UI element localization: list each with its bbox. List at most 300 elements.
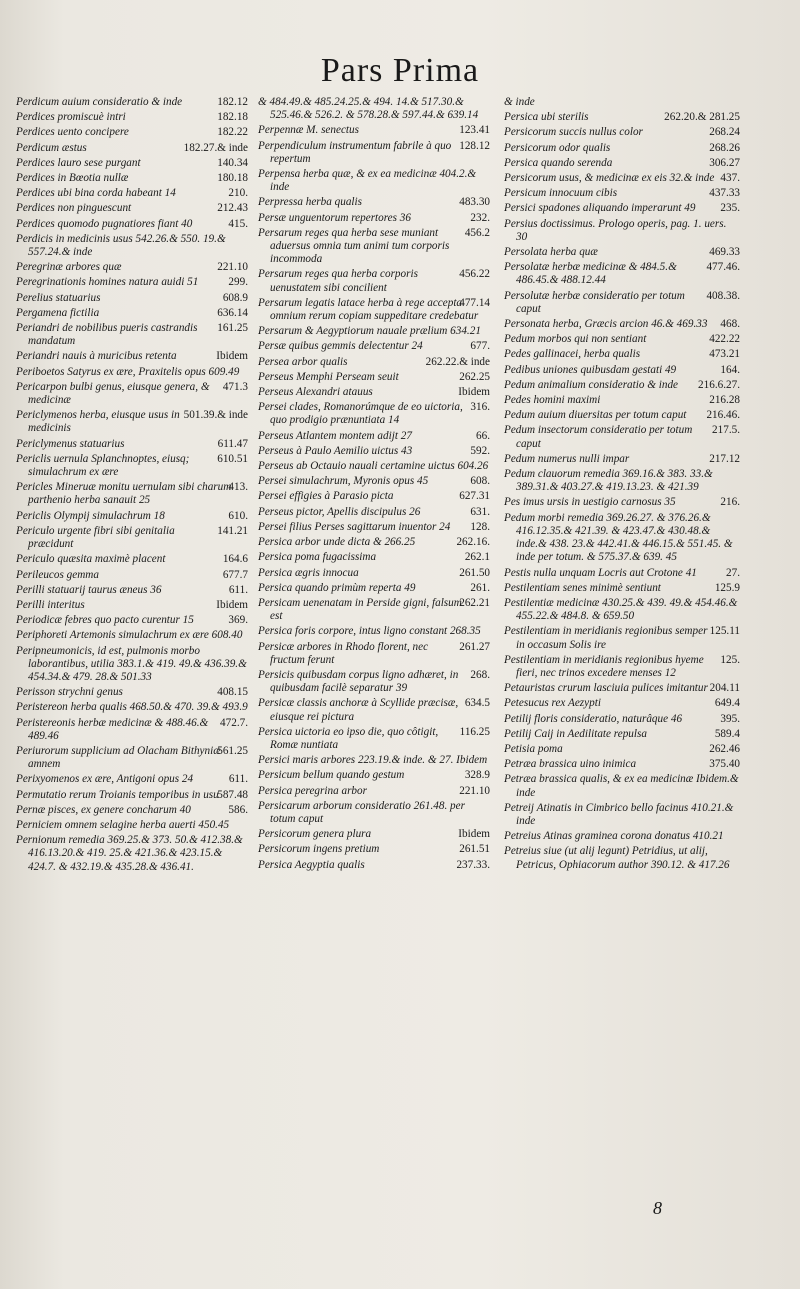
index-entry-reference: 216.: [720, 496, 740, 509]
index-entry: [16, 261, 248, 274]
index-entry-term: Petreius Atinas graminea corona donatus 410.21: [504, 830, 724, 843]
index-entry: [16, 233, 248, 259]
index-entry-reference: 237.33.: [456, 858, 490, 871]
index-entry: [16, 614, 248, 627]
index-entry-term: Perilli interitus: [16, 598, 85, 611]
index-entry-term: Persæ quibus gemmis delectentur 24: [258, 340, 423, 353]
index-entry-reference: 589.4: [714, 727, 740, 740]
index-entry-term: Peregrinationis homines natura auidi 51: [16, 276, 199, 289]
index-entry-term: Persica ægris innocua: [258, 566, 359, 579]
index-entry-term: Peregrinæ arbores quæ: [16, 261, 122, 274]
index-entry-term: Perseus Alexandri atauus: [258, 386, 373, 399]
index-entry-reference: 477.46.: [706, 261, 740, 274]
index-entry-term: Peristereon herba qualis 468.50.& 470. 39.& 493.9: [16, 701, 248, 714]
index-entry-reference: 306.27: [709, 156, 740, 169]
index-entry-term: Pes imus ursis in uestigio carnosus 35: [504, 496, 676, 509]
index-entry-reference: 316.: [470, 401, 490, 414]
index-entry-term: Persicum innocuum cibis: [504, 187, 618, 200]
index-entry: [16, 789, 248, 802]
index-entry-term: Periculo urgente fibri sibi genitalia præcidunt: [16, 524, 175, 551]
index-entry: [258, 785, 490, 798]
index-entry-term: Pestilentiæ medicinæ 430.25.& 439. 49.& 454.46.& 455.22.& 484.8. & 659.50: [504, 596, 738, 623]
index-entry: [504, 394, 740, 407]
index-entry-term: Petræa brassica uino inimica: [504, 758, 637, 771]
index-entry-reference: 27.: [726, 566, 740, 579]
index-entry-reference: 268.: [470, 668, 490, 681]
index-entry-reference: 456.22: [459, 268, 490, 281]
index-entry: [504, 290, 740, 316]
index-entry: [258, 325, 490, 338]
index-entry-reference: 610.: [228, 509, 248, 522]
index-entry: [504, 802, 740, 828]
index-entry: [504, 318, 740, 331]
index-entry: [258, 96, 490, 122]
index-entry-term: Persica foris corpore, intus ligno constant 268.35: [258, 625, 481, 638]
index-entry-reference: 413.: [228, 481, 248, 494]
index-entry-term: Perseus ab Octauio nauali certamine uictus 604.26: [258, 460, 489, 473]
index-entry-term: Persici maris arbores 223.19.& inde. & 27. Ibidem: [258, 754, 488, 767]
index-entry: [504, 157, 740, 170]
index-entry: [16, 453, 248, 479]
index-entry-term: Perdices quomodo pugnatiores fiant 40: [16, 217, 193, 230]
index-entry-term: Perdicis in medicinis usus 542.26.& 550. 19.& 557.24.& inde: [16, 232, 226, 259]
index-entry-reference: 437.: [720, 172, 740, 185]
index-entry: [258, 490, 490, 503]
index-entry: [258, 726, 490, 752]
index-entry: [504, 682, 740, 695]
index-entry-reference: 261.: [470, 581, 490, 594]
index-entry-reference: 261.27: [459, 640, 490, 653]
index-entry-term: Petesucus rex Aezypti: [504, 697, 601, 710]
index-entry-term: Perdicum æstus: [16, 141, 87, 154]
index-entry-reference: 608.: [470, 475, 490, 488]
index-entry-term: Persei effigies à Parasio picta: [258, 490, 394, 503]
index-entry-reference: 217.5.: [712, 424, 740, 437]
index-entry-reference: 125.: [720, 653, 740, 666]
index-entry-reference: 415.: [228, 217, 248, 230]
index-entry: [504, 567, 740, 580]
index-entry-term: Periclymenos herba, eiusque usus in medicinis: [16, 409, 180, 435]
index-entry-reference: 328.9: [464, 769, 490, 782]
index-entry-term: Perseus Memphi Perseam seuit: [258, 370, 399, 383]
index-column-middle: [258, 96, 490, 874]
index-entry: [16, 745, 248, 771]
index-entry: [504, 202, 740, 215]
index-entry: [504, 496, 740, 509]
index-entry-term: Petisia poma: [504, 742, 563, 755]
index-entry-reference: 216.28: [709, 394, 740, 407]
index-entry-term: Pericarpon bulbi genus, eiusque genera, & medicinæ: [16, 380, 210, 407]
index-entry: [16, 599, 248, 612]
index-entry-term: Persicorum genera plura: [258, 828, 372, 841]
index-entry: [258, 140, 490, 166]
index-entry: [16, 381, 248, 407]
index-entry-term: Pedum morbi remedia 369.26.27. & 376.26.& 416.12.35.& 421.39. & 423.47.& 430.48.& inde.& 438. 23.& 442.41.& 446.15.& 551.45. & inde per totum. & 575.37.& 639. 45: [504, 511, 733, 564]
index-entry: [504, 246, 740, 259]
index-entry-reference: 437.33: [709, 187, 740, 200]
index-entry: [16, 645, 248, 685]
index-entry: [16, 686, 248, 699]
index-entry-reference: 634.5: [464, 697, 490, 710]
index-entry: [16, 834, 248, 874]
index-entry: [504, 409, 740, 422]
index-entry-term: Pedes homini maximi: [504, 394, 601, 407]
index-entry-reference: 483.30: [459, 196, 490, 209]
index-entry-term: Perpendiculum instrumentum fabrile à quo repertum: [258, 139, 452, 165]
index-entry: [16, 409, 248, 435]
index-entry: [16, 481, 248, 507]
index-entry-term: Persarum legatis latace herba à rege accepta omnium rerum copiam suppeditare credebatur: [258, 296, 479, 323]
index-entry: [16, 717, 248, 743]
index-entry: [16, 157, 248, 170]
index-entry: [504, 172, 740, 185]
page-number: 8: [653, 1198, 662, 1218]
index-entry: [504, 597, 740, 623]
index-entry: [258, 340, 490, 353]
index-entry-reference: 627.31: [459, 490, 490, 503]
index-entry: [258, 582, 490, 595]
index-entry: [16, 307, 248, 320]
index-entry-term: Persarum & Aegyptiorum nauale prælium 634.21: [258, 325, 481, 338]
index-entry: [16, 322, 248, 348]
index-entry: [258, 430, 490, 443]
index-entry-reference: 262.16.: [456, 536, 490, 549]
index-entry-reference: 210.: [228, 187, 248, 200]
index-entry-reference: 408.15: [217, 686, 248, 699]
index-entry-term: Persica uictoria eo ipso die, quo côtigit, Romæ nuntiata: [258, 725, 439, 751]
index-entry: [258, 124, 490, 137]
index-entry-term: Petauristas crurum lasciuia pulices imitantur: [504, 682, 708, 695]
index-entry-term: Persei clades, Romanorúmque de eo uictoria, quo prodigio prænuntiata 14: [258, 401, 463, 427]
index-entry: [504, 218, 740, 244]
index-entry-reference: 66.: [476, 429, 490, 442]
page-header: [0, 52, 800, 90]
index-entry-reference: 468.: [720, 318, 740, 331]
index-entry: [504, 582, 740, 595]
index-entry: [258, 843, 490, 856]
index-entry: [16, 629, 248, 642]
index-entry-term: Persarum reges qua herba sese muniant aduersus omnia tum animi tum corporis incommoda: [258, 226, 450, 266]
index-entry: [258, 475, 490, 488]
index-entry: [504, 379, 740, 392]
index-entry: [504, 758, 740, 771]
index-entry: [258, 859, 490, 872]
index-entry: [504, 625, 740, 651]
index-entry-term: Perdices ubi bina corda habeant 14: [16, 187, 176, 200]
index-entry-reference: 469.33: [709, 246, 740, 259]
index-entry: [258, 445, 490, 458]
index-entry-term: Pestilentiam senes minimè sentiunt: [504, 581, 661, 594]
index-column-right: [504, 96, 740, 874]
index-entry: [258, 828, 490, 841]
index-entry-term: Pergamena fictilia: [16, 306, 100, 319]
index-entry-reference: 471.3: [222, 380, 248, 393]
index-entry-reference: 592.: [470, 444, 490, 457]
index-entry-term: Pernionum remedia 369.25.& 373. 50.& 412.38.& 416.13.20.& 419. 25.& 421.36.& 423.15.& 424.7. & 432.19.& 435.28.& 436.41.: [16, 834, 243, 873]
index-entry-reference: 262.46: [709, 742, 740, 755]
index-entry-reference: 422.22: [709, 333, 740, 346]
index-entry-reference: 128.12: [459, 139, 490, 152]
index-entry-term: Persicis quibusdam corpus ligno adhæret, in quibusdam facilè separatur 39: [258, 668, 459, 695]
index-entry-reference: 299.: [228, 276, 248, 289]
index-entry-term: Persicam uenenatam in Perside gigni, falsum est: [258, 596, 462, 623]
index-entry: [16, 819, 248, 832]
index-entry-term: Persicorum succis nullus color: [504, 126, 643, 139]
index-entry-reference: 369.: [228, 614, 248, 627]
index-entry: [258, 800, 490, 826]
index-entry: [16, 350, 248, 363]
index-entry-reference: 611.: [228, 583, 248, 596]
index-entry-term: Periandri de nobilibus pueris castrandis mandatum: [16, 322, 198, 348]
index-entry-term: Persica quando serenda: [504, 156, 613, 169]
index-entry-term: Perdices uento concipere: [16, 126, 129, 139]
index-entry-reference: 649.4: [714, 697, 740, 710]
index-entry-term: Persicarum arborum consideratio 261.48. per totum caput: [258, 799, 465, 825]
index-entry-term: Peristereonis herbæ medicinæ & 488.46.& 489.46: [16, 716, 209, 742]
index-entry-reference: 677.: [470, 340, 490, 353]
index-entry: [504, 743, 740, 756]
index-entry-term: Periodicæ febres quo pacto curentur 15: [16, 614, 194, 627]
index-entry-reference: 636.14: [217, 306, 248, 319]
index-entry-reference: 611.47: [217, 437, 248, 450]
index-entry: [16, 584, 248, 597]
index-entry-reference: 221.10: [217, 261, 248, 274]
index-entry-reference: 262.20.& 281.25: [664, 111, 740, 124]
index-entry: [258, 536, 490, 549]
index-entry-term: Persica arbor unde dicta & 266.25: [258, 536, 416, 549]
index-entry-term: Personata herba, Græcis arcion 46.& 469.33: [504, 318, 708, 331]
index-entry-reference: 268.26: [709, 141, 740, 154]
index-entry: [258, 297, 490, 323]
index-entry: [16, 525, 248, 551]
index-entry-term: Perdicum auium consideratio & inde: [16, 96, 183, 108]
index-entry-term: Persolata herba quæ: [504, 246, 598, 259]
index-entry: [16, 510, 248, 523]
index-entry: [16, 111, 248, 124]
index-entry-term: Pedum animalium consideratio & inde: [504, 378, 679, 391]
index-entry: [16, 96, 248, 109]
index-entry: [16, 187, 248, 200]
index-entry-term: Permutatio rerum Troianis temporibus in usu: [16, 788, 219, 801]
index-entry-reference: Ibidem: [216, 350, 248, 363]
index-entry-reference: 262.25: [459, 370, 490, 383]
index-entry-term: Persea arbor qualis: [258, 355, 348, 368]
index-entry-term: Petreij Atinatis in Cimbrico bello facinus 410.21.& inde: [504, 801, 734, 827]
index-entry-reference: 408.38.: [706, 289, 740, 302]
index-entry-reference: 182.27.& inde: [183, 141, 248, 154]
index-entry-term: Pestilentiam in meridianis regionibus semper in occasum Solis ire: [504, 625, 708, 651]
index-entry: [504, 187, 740, 200]
index-entry: [504, 364, 740, 377]
index-entry-reference: Ibidem: [458, 828, 490, 841]
index-entry-term: Perniciem omnem selagine herba auerti 450.45: [16, 818, 230, 831]
index-entry: [258, 551, 490, 564]
index-entry: [258, 567, 490, 580]
index-entry-term: Periboetos Satyrus ex ære, Praxitelis opus 609.49: [16, 365, 240, 378]
index-entry: [504, 261, 740, 287]
index-entry-reference: 125.11: [709, 625, 740, 638]
index-entry: [258, 356, 490, 369]
index-entry-term: Perisson strychni genus: [16, 686, 123, 699]
index-entry: [16, 438, 248, 451]
index-entry: [258, 597, 490, 623]
index-entry: [258, 754, 490, 767]
index-entry-term: Perseus Atlantem montem adijt 27: [258, 429, 412, 442]
index-entry-term: Persæ unguentorum repertores 36: [258, 211, 411, 224]
index-entry-reference: Ibidem: [216, 598, 248, 611]
index-entry-term: Perilli statuarij taurus æneus 36: [16, 583, 162, 596]
index-entry-term: Perdices non pinguescunt: [16, 202, 132, 215]
index-entry: [16, 142, 248, 155]
index-entry: [258, 168, 490, 194]
index-entry-reference: 123.41: [459, 124, 490, 137]
index-entry-term: Pernæ pisces, ex genere concharum 40: [16, 803, 191, 816]
index-entry-reference: 216.46.: [706, 409, 740, 422]
index-entry: [504, 728, 740, 741]
index-entry: [504, 142, 740, 155]
index-entry: [16, 804, 248, 817]
index-entry: [16, 553, 248, 566]
index-entry-reference: 477.14: [459, 296, 490, 309]
index-entry-reference: 204.11: [709, 682, 740, 695]
index-entry-term: Persica peregrina arbor: [258, 784, 367, 797]
index-entry-term: Periculo quæsita maximè placent: [16, 553, 166, 566]
index-entry: [258, 506, 490, 519]
index-entry-reference: 216.6.27.: [698, 378, 740, 391]
index-entry: [258, 212, 490, 225]
index-entry-term: Perileucos gemma: [16, 568, 99, 581]
index-entry-term: Pestilentiam in meridianis regionibus hyeme fieri, nec trinos excedere menses 12: [504, 653, 704, 679]
index-entry-reference: 262.21: [459, 596, 490, 609]
index-entry-term: Persarum reges qua herba corporis uenustatem sibi concilient: [258, 268, 418, 294]
index-entry: [504, 654, 740, 680]
index-entry-reference: 262.1: [464, 551, 490, 564]
index-entry-reference: 116.25: [459, 725, 490, 738]
index-entry-reference: 610.51: [217, 452, 248, 465]
index-entry: [258, 521, 490, 534]
index-entry: [16, 366, 248, 379]
index-entry-term: Periclis uernula Splanchnoptes, eiusq; simulachrum ex ære: [16, 452, 190, 479]
index-entry: [258, 227, 490, 267]
index-entry-reference: 586.: [228, 803, 248, 816]
index-entry-term: Persici spadones aliquando imperarunt 49: [504, 202, 696, 215]
index-entry-reference: 221.10: [459, 784, 490, 797]
index-entry-reference: 180.18: [217, 172, 248, 185]
index-entry-term: Persica poma fugacissima: [258, 551, 377, 564]
index-entry-reference: 473.21: [709, 348, 740, 361]
index-entry: [258, 401, 490, 427]
index-entry-reference: 128.: [470, 520, 490, 533]
index-entry-term: Persicorum ingens pretium: [258, 843, 380, 856]
index-entry-reference: 677.7: [222, 568, 248, 581]
index-entry-reference: 395.: [720, 712, 740, 725]
index-entry-term: Perpensa herba quæ, & ex ea medicinæ 404.2.& inde: [258, 168, 477, 194]
index-entry: [504, 773, 740, 799]
index-entry-term: Perdices promiscuè intri: [16, 111, 126, 124]
index-entry-term: & inde: [504, 96, 535, 108]
index-entry-reference: 235.: [720, 202, 740, 215]
index-entry-term: Perdices lauro sese purgant: [16, 156, 141, 169]
index-entry-term: Pericles Mineruæ monitu uernulam sibi charum parthenio herba sanauit 25: [16, 481, 232, 507]
index-entry: [504, 713, 740, 726]
index-entry-reference: 262.22.& inde: [425, 355, 490, 368]
index-entry-term: Persicorum odor qualis: [504, 141, 611, 154]
index-entry-term: Petreius siue (ut alij legunt) Petridius, ut alij, Petricus, Ophiacorum author 390.12. & 417.26: [504, 845, 730, 871]
index-entry-reference: 561.25: [217, 744, 248, 757]
index-entry: [504, 830, 740, 843]
index-entry-reference: 501.39.& inde: [183, 409, 248, 422]
index-entry-reference: 164.6: [222, 553, 248, 566]
index-entry: [258, 669, 490, 695]
index-entry-term: Perseus à Paulo Aemilio uictus 43: [258, 444, 413, 457]
index-entry-term: Persicæ classis anchoræ à Scyllide præcisæ, eiusque rei pictura: [258, 697, 459, 723]
index-entry: [16, 126, 248, 139]
index-entry-reference: 261.50: [459, 566, 490, 579]
index-entry-term: Persolatæ herbæ medicinæ & 484.5.& 486.45.& 488.12.44: [504, 261, 677, 287]
index-entry: [16, 276, 248, 289]
index-entry-reference: 631.: [470, 505, 490, 518]
index-entry-term: Periandri nauis à muricibus retenta: [16, 350, 177, 363]
index-entry-term: Periclis Olympij simulachrum 18: [16, 509, 165, 522]
index-entry: [258, 697, 490, 723]
index-entry: [16, 569, 248, 582]
index-entry: [258, 460, 490, 473]
index-entry: [504, 845, 740, 871]
index-entry-term: Persica quando primùm reperta 49: [258, 581, 416, 594]
index-entry-reference: 232.: [470, 211, 490, 224]
index-entry-term: Pedum numerus nulli impar: [504, 452, 630, 465]
index-entry: [16, 773, 248, 786]
index-entry-reference: 608.9: [222, 291, 248, 304]
index-entry: [16, 218, 248, 231]
index-entry-reference: 611.: [228, 773, 248, 786]
index-entry-reference: 217.12: [709, 452, 740, 465]
index-entry-term: Persica ubi sterilis: [504, 111, 589, 124]
index-entry: [504, 111, 740, 124]
index-entry-term: Pedum insectorum consideratio per totum caput: [504, 424, 693, 450]
index-entry-term: Persica Aegyptia qualis: [258, 858, 365, 871]
index-entry-term: & 484.49.& 485.24.25.& 494. 14.& 517.30.& 525.46.& 526.2. & 578.28.& 597.44.& 639.14: [258, 96, 479, 122]
index-entry-term: Pedibus uniones quibusdam gestati 49: [504, 363, 677, 376]
index-entry: [504, 333, 740, 346]
index-entry-term: Perpressa herba qualis: [258, 196, 362, 209]
index-entry-term: Pedum clauorum remedia 369.16.& 383. 33.& 389.31.& 403.27.& 419.13.23. & 421.39: [504, 468, 713, 494]
index-entry: [16, 172, 248, 185]
index-entry-reference: Ibidem: [458, 386, 490, 399]
index-entry-reference: 587.48: [217, 788, 248, 801]
index-entry-term: Persicæ arbores in Rhodo florent, nec fructum ferunt: [258, 640, 429, 666]
index-entry-reference: 375.40: [709, 758, 740, 771]
index-entry-term: Pedum morbos qui non sentiant: [504, 333, 647, 346]
index-entry: [258, 196, 490, 209]
index-entry-term: Persolutæ herbæ consideratio per totum caput: [504, 289, 685, 315]
index-entry-reference: 182.12: [217, 96, 248, 108]
index-entry-term: Perixyomenos ex ære, Antigoni opus 24: [16, 773, 194, 786]
index-entry-term: Persicum bellum quando gestum: [258, 769, 405, 782]
index-entry-reference: 261.51: [459, 843, 490, 856]
index-entry-reference: 161.25: [217, 322, 248, 335]
index-entry: [504, 468, 740, 494]
index-entry-term: Petilij Caij in Aedilitate repulsa: [504, 727, 647, 740]
index-entry-reference: 456.2: [464, 226, 490, 239]
index-entry-reference: 472.7.: [220, 716, 248, 729]
index-entry-term: Perdices in Bœotia nullæ: [16, 172, 129, 185]
index-entry-term: Periurorum supplicium ad Olacham Bithyniæ amnem: [16, 744, 221, 771]
index-entry-term: Persius doctissimus. Prologo operis, pag. 1. uers. 30: [504, 217, 727, 243]
index-entry-term: Pestis nulla unquam Locris aut Crotone 41: [504, 566, 697, 579]
index-entry-reference: 182.18: [217, 111, 248, 124]
index-entry-reference: 125.9: [714, 581, 740, 594]
